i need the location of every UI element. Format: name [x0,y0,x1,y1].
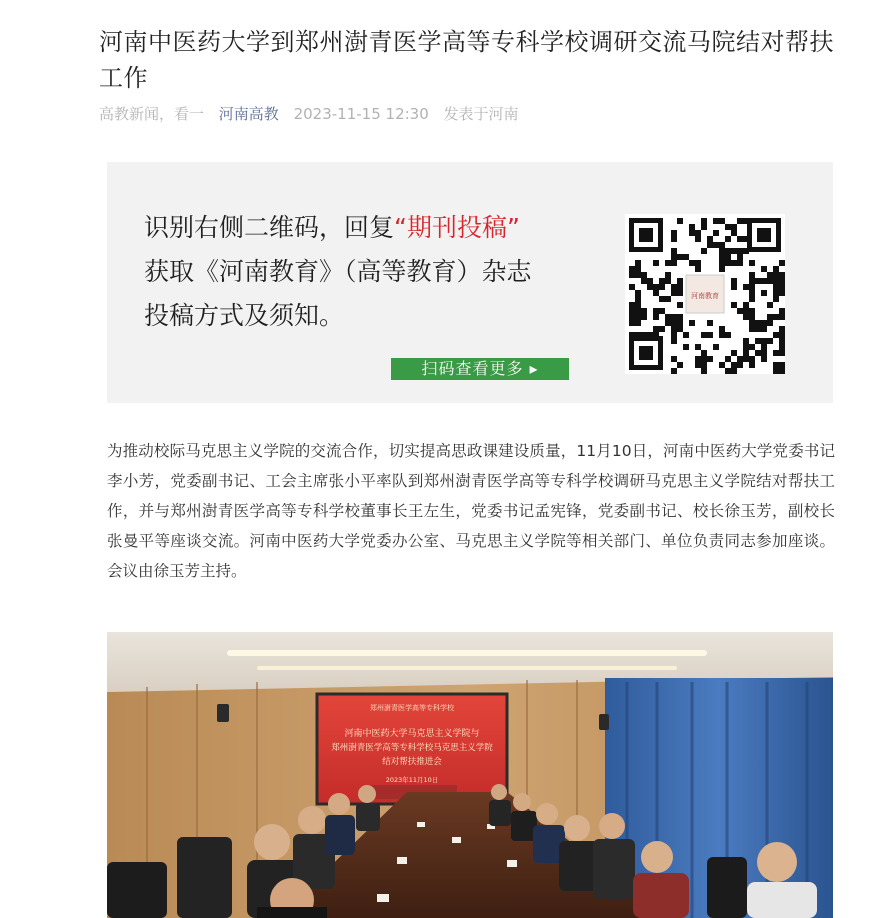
screen-date: 2023年11月10日 [385,776,439,784]
source-label: 高教新闻，看一 [99,105,205,123]
qr-code[interactable] [625,214,785,374]
screen-header: 郑州澍青医学高等专科学校 [370,704,454,712]
publish-datetime: 2023-11-15 12:30 [293,105,429,123]
screen-title-1: 河南中医药大学马克思主义学院与 [344,729,480,739]
banner-highlight: “期刊投稿” [394,213,520,242]
article-meta [99,103,529,124]
banner-line2: 获取《河南教育》（高等教育）杂志 [144,257,532,286]
qr-logo-text: 河南教育 [691,292,719,300]
screen-title-3: 结对帮扶推进会 [382,757,442,767]
publish-location: 发表于河南 [443,105,519,123]
account-link[interactable]: 河南高教 [218,105,279,123]
banner-text [144,206,532,338]
screen-title-2: 郑州澍青医学高等专科学校马克思主义学院 [331,743,493,753]
banner-line1: 识别右侧二维码，回复 [144,213,395,242]
banner-line3: 投稿方式及须知。 [144,301,345,330]
meeting-photo-graphic [107,632,833,918]
scan-more-button[interactable]: 扫码查看更多 ▸ [391,358,569,380]
article-paragraph: 为推动校际马克思主义学院的交流合作，切实提高思政课建设质量，11月10日，河南中医药大学党委书记李小芳，党委副书记、工会主席张小平率队到郑州澍青医学高等专科学校调研马克思主义学院结对帮扶工作，并与郑州澍青医学高等专科学校董事长王左生，党委书记孟宪锋，党委副书记、校长徐玉芳，副校长张曼平等座谈交流。河南中医药大学党委办公室、马克思主义学院等相关部门、单位负责同志参加座谈。会议由徐玉芳主持。 [107,442,835,580]
article-title: 河南中医药大学到郑州澍青医学高等专科学校调研交流马院结对帮扶工作 [99,28,834,92]
meeting-photo [107,632,833,918]
submission-banner[interactable] [107,162,833,403]
qr-code-graphic [625,214,785,374]
